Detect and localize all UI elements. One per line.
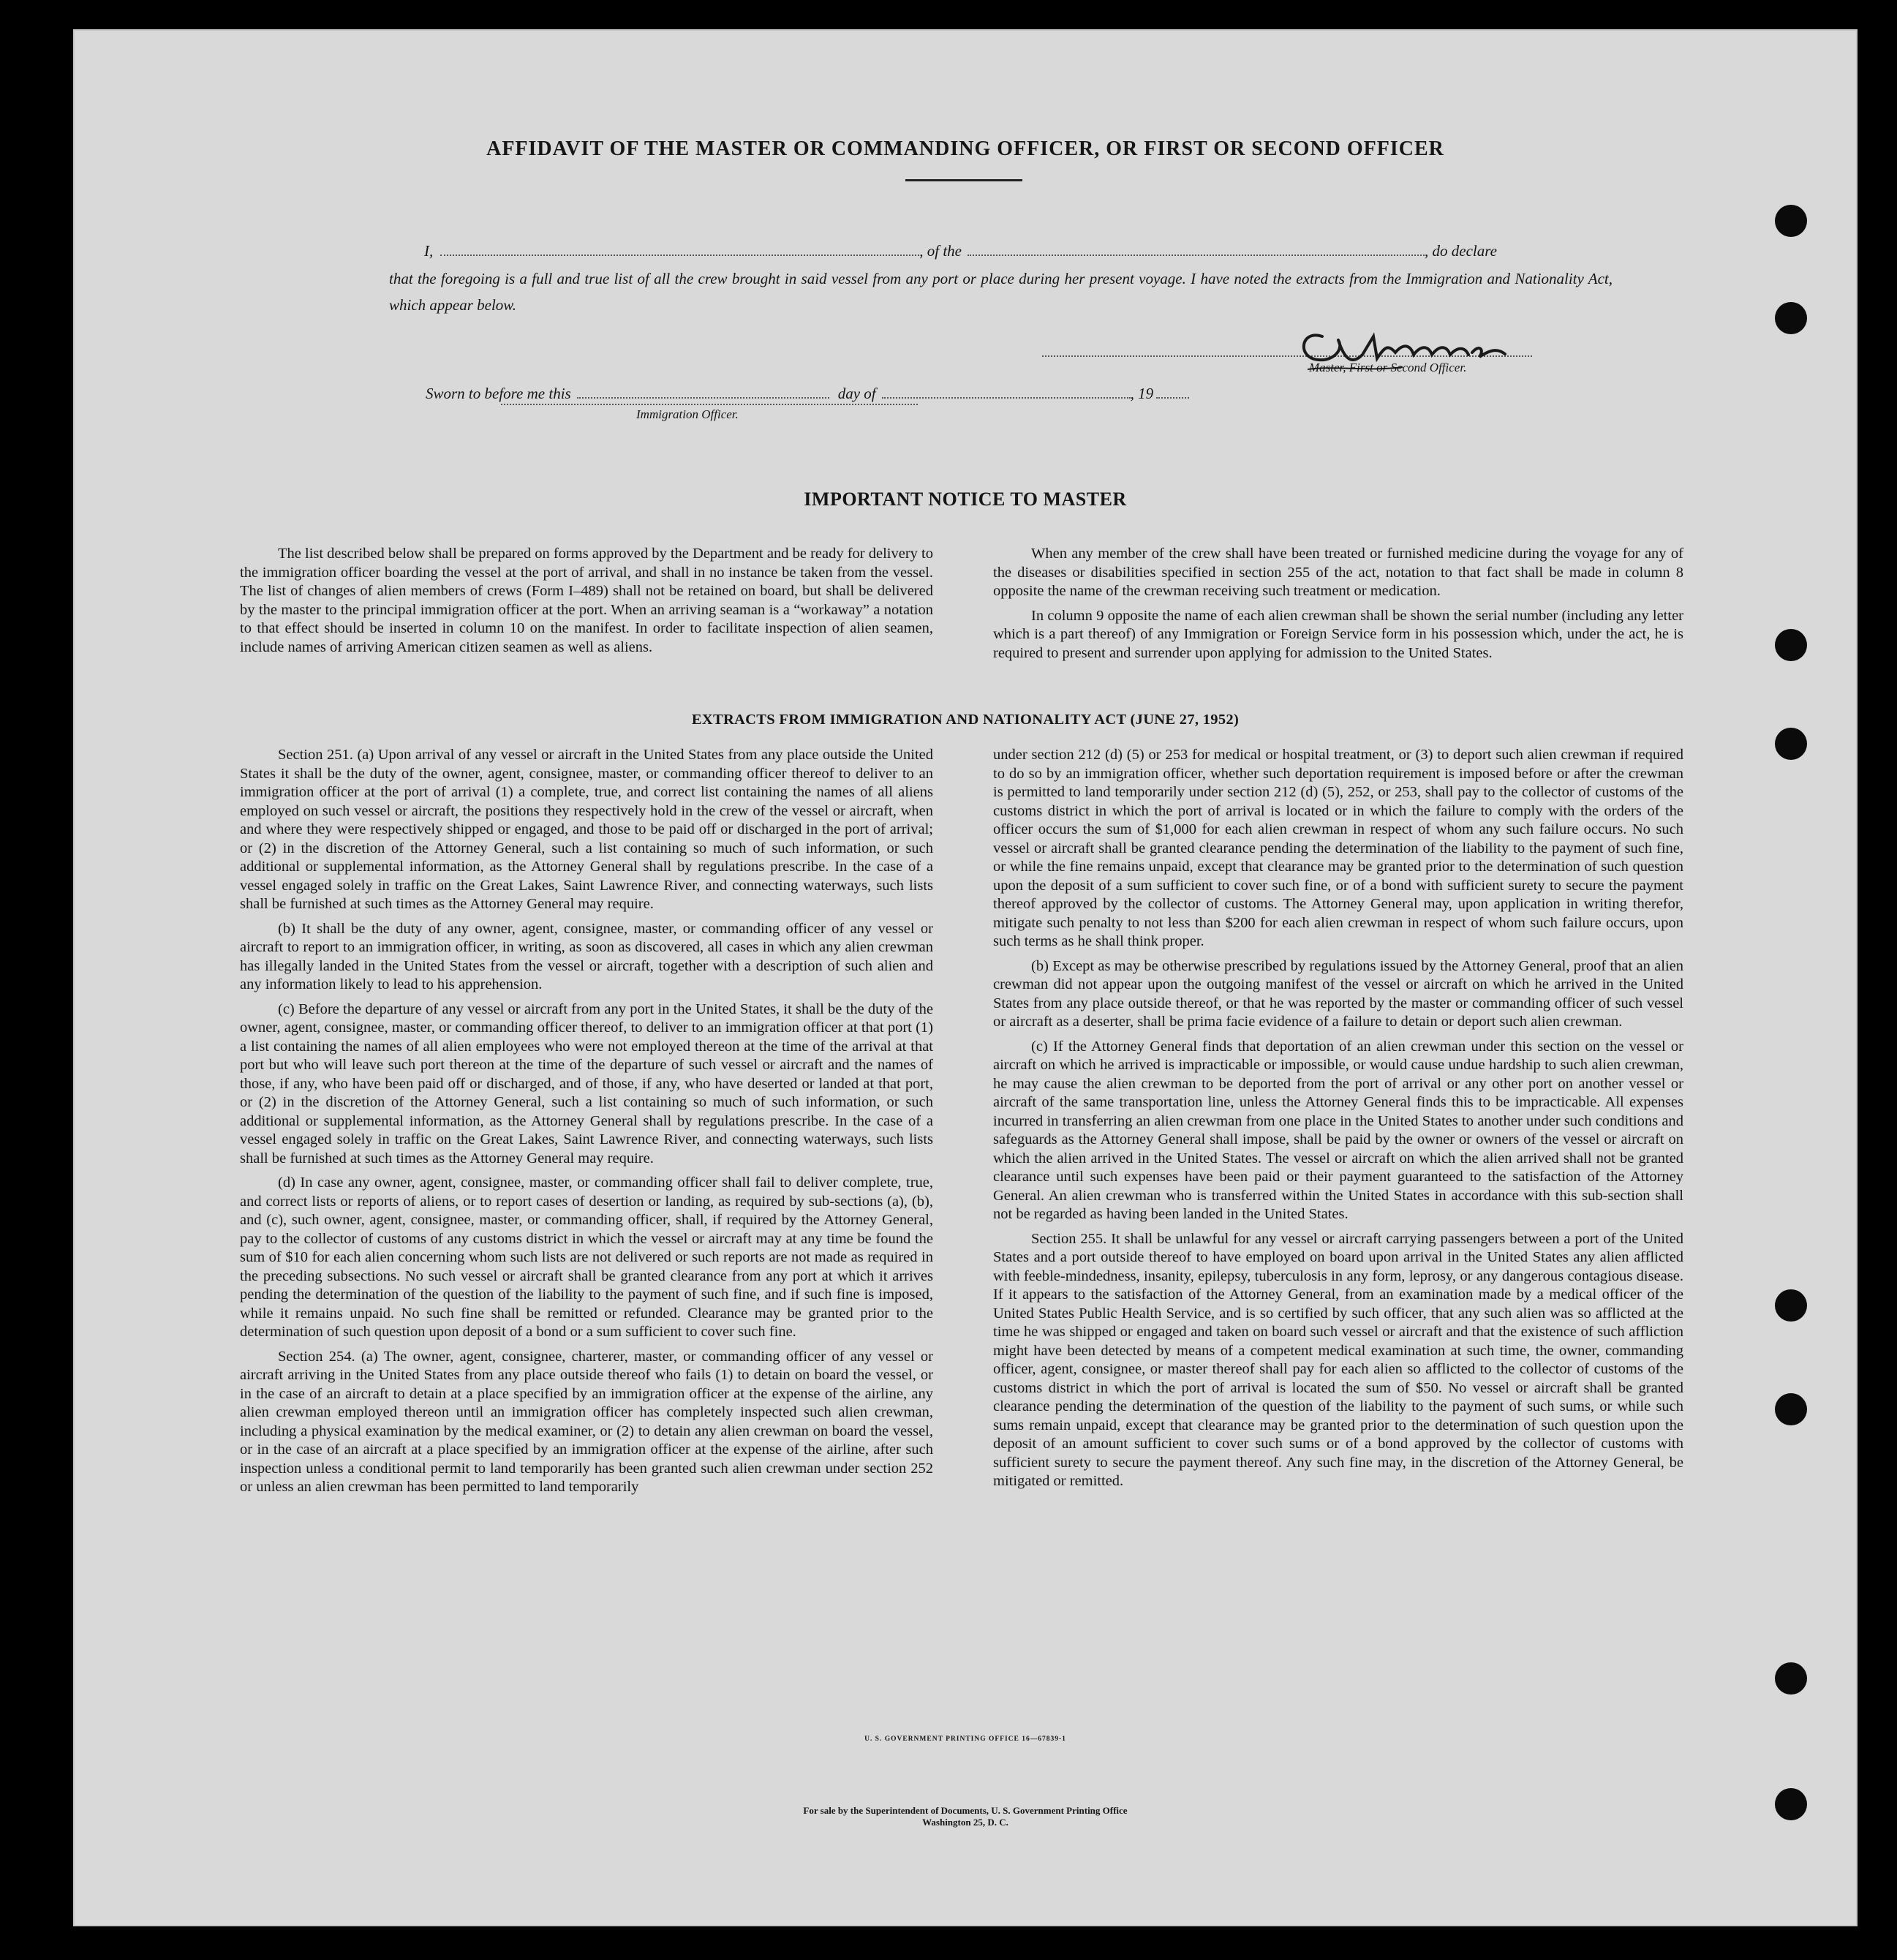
year-label: , 19 xyxy=(1130,385,1154,402)
punch-hole xyxy=(1775,1662,1807,1695)
sworn-month-blank xyxy=(882,384,1131,399)
punch-hole xyxy=(1775,302,1807,334)
notice-paragraph: In column 9 opposite the name of each alien crewman shall be shown the serial number (including any letter which is a part thereof) of any Immigration or Foreign Service form in his possession which, under the act, he is required to present and surrender upon applying for admission to the United States. xyxy=(993,607,1683,661)
punch-hole xyxy=(1775,1393,1807,1425)
sale-line-1: For sale by the Superintendent of Documents, U. S. Government Printing Office xyxy=(803,1805,1128,1816)
sale-line-2: Washington 25, D. C. xyxy=(922,1817,1008,1828)
declaration-text: that the foregoing is a full and true list of all the crew brought in said vessel from any port or place during her present voyage. I have noted the extracts from the Immigration and Nationality Act, which appear below. xyxy=(389,270,1613,314)
do-declare-label: , do declare xyxy=(1425,242,1497,260)
sworn-label: Sworn to before me this xyxy=(426,385,571,402)
section-254a-continued-paragraph: under section 212 (d) (5) or 253 for medical or hospital treatment, or (3) to deport such alien crewman if required to do so by an immigration officer, whether such deportation requirement is imposed before or after the crewman is permitted to land temporarily under section 212 (d) (5), 252, or 253, shall pay to the collector of customs of the customs district in which the port of arrival is located or in which the failure to comply with the orders of the officer occurs the sum of $1,000 for each alien crewman in respect of whom any such failure occurs. No such vessel or aircraft shall be granted clearance pending the determination of the liability to the payment of such fine, or while the fine remains unpaid, except that clearance may be granted prior to the determination of such question upon the deposit of a sum sufficient to cover such fine, or of a bond with sufficient surety to secure the payment thereof approved by the collector of customs. The Attorney General may, upon application in writing therefor, mitigate such penalty to not less than $200 for each alien crewman in respect of whom such failure occurs, upon such terms as he shall think proper. xyxy=(993,747,1683,949)
title-rule xyxy=(905,179,1022,181)
of-the-label: , of the xyxy=(919,242,962,260)
signature-caption: Master, First or Second Officer. xyxy=(1309,361,1467,374)
affidavit-title: AFFIDAVIT OF THE MASTER OR COMMANDING OFFICER, OR FIRST OR SECOND OFFICER xyxy=(486,137,1444,160)
name-blank xyxy=(440,241,919,256)
immigration-officer-caption: Immigration Officer. xyxy=(636,407,739,421)
printer-line: U. S. GOVERNMENT PRINTING OFFICE 16—67839-1 xyxy=(864,1735,1066,1743)
section-251d-paragraph: (d) In case any owner, agent, consignee, master, or commanding officer shall fail to deliver complete, true, and correct lists or reports of aliens, or to report cases of desertion or landing, as required by sub-sections (a), (b), and (c), such owner, agent, consignee, master, or commanding officer, shall, if required by the Attorney General, pay to the collector of customs of any customs district in which the vessel or aircraft may at any time be found the sum of $10 for each alien concerning whom such lists are not delivered or such reports are not made as required in the preceding subsections. No such vessel or aircraft shall be granted clearance from any port at which it arrives pending the determination of the question of the liability to the payment of such fine, and if such fine is imposed, while it remains unpaid. No such fine shall be remitted or refunded. Clearance may be granted prior to the determination of such question upon deposit of a bond or a sum sufficient to cover such fine. xyxy=(240,1175,933,1340)
extracts-title: EXTRACTS FROM IMMIGRATION AND NATIONALITY ACT (JUNE 27, 1952) xyxy=(691,712,1240,728)
sworn-day-blank xyxy=(577,384,829,399)
declaration-row xyxy=(424,238,1613,264)
section-251b-paragraph: (b) It shall be the duty of any owner, agent, consignee, master, or commanding officer of any vessel or aircraft to report to an immigration officer, in writing, as soon as discovered, all cases in which any alien crewman has illegally landed in the United States from the vessel or aircraft, together with a description of such alien and any information likely to lead to his apprehension. xyxy=(240,920,933,992)
section-255-paragraph: Section 255. It shall be unlawful for any vessel or aircraft carrying passengers between a port of the United States and a port outside thereof to have employed on board upon arrival in the United States any alien afflicted with feeble-mindedness, insanity, epilepsy, tuberculosis in any form, leprosy, or any dangerous contagious disease. If it appears to the satisfaction of the Attorney General, from an examination made by a medical officer of the United States Public Health Service, and is so certified by such officer, that any such alien was so afflicted at the time he was shipped or engaged and taken on board such vessel or aircraft and that the existence of such affliction might have been detected by means of a competent medical examination at such time, the owner, commanding officer, agent, consignee, or master thereof shall pay for each alien so afflicted to the collector of customs of the customs district in which the port of arrival is located the sum of $50. No vessel or aircraft shall be granted clearance pending the determination of the question of the liability to the payment of such sums, or while such sums remain unpaid, except that clearance may be granted prior to the determination of such question upon the deposit of an amount sufficient to cover such sums or of a bond approved by the collector of customs with sufficient surety to secure the payment thereof. Any such fine may, in the discretion of the Attorney General, be mitigated or remitted. xyxy=(993,1230,1683,1489)
notice-left-column xyxy=(240,545,933,663)
punch-hole xyxy=(1775,629,1807,661)
punch-hole xyxy=(1775,1788,1807,1820)
section-254a-paragraph: Section 254. (a) The owner, agent, consignee, charterer, master, or commanding officer of any vessel or aircraft arriving in the United States from any place outside thereof who fails (1) to detain on board the vessel, or in the case of an aircraft to detain at a place specified by an immigration officer at the expense of the airline, any alien crewman employed thereon until an immigration officer has completely inspected such alien crewman, including a physical examination by the medical examiner, or (2) to detain any alien crewman on board the vessel, or in the case of an aircraft at a place specified by an immigration officer at the expense of the airline, after such inspection unless a conditional permit to land temporarily has been granted such alien crewman under section 252 or unless an alien crewman has been permitted to land temporarily xyxy=(240,1348,933,1495)
punch-hole xyxy=(1775,205,1807,237)
extracts-left-column xyxy=(240,746,933,1497)
notice-paragraph: When any member of the crew shall have been treated or furnished medicine during the voyage for any of the diseases or disabilities specified in section 255 of the act, notation to that fact shall be made in column 8 opposite the name of the crewman receiving such treatment or medication. xyxy=(993,546,1683,599)
notice-right-column xyxy=(993,545,1683,668)
punch-hole xyxy=(1775,728,1807,760)
section-251c-paragraph: (c) Before the departure of any vessel or aircraft from any port in the United States, it shall be the duty of the owner, agent, consignee, master, or commanding officer thereof, to deliver to an immigration officer at that port (1) a list containing the names of all alien employees who were not employed thereon at the time of the arrival at that port but who will leave such port thereon at the time of the departure of such vessel or aircraft and the names of those, if any, who have been paid off or discharged, and of those, if any, who have deserted or landed at that port, or (2) in the discretion of the Attorney General, such a list containing so much of such information, or such additional or supplemental information, as the Attorney General shall by regulations prescribe. In the case of a vessel engaged solely in traffic on the Great Lakes, Saint Lawrence River, and connecting waterways, such lists shall be furnished at such times as the Attorney General may require. xyxy=(240,1000,933,1166)
sale-notice xyxy=(73,1805,1858,1828)
sworn-year-blank xyxy=(1156,384,1189,399)
sworn-row xyxy=(426,380,1347,407)
vessel-blank xyxy=(968,241,1425,256)
section-251a-paragraph: Section 251. (a) Upon arrival of any vessel or aircraft in the United States from any place outside the United States it shall be the duty of the owner, agent, consignee, master, or commanding officer thereof to deliver to an immigration officer at the port of arrival (1) a complete, true, and correct list containing the names of all aliens employed on such vessel or aircraft, the positions they respectively hold in the crew of the vessel or aircraft, when and where they were respectively shipped or engaged, and those to be paid off or discharged in the port of arrival; or (2) in the discretion of the Attorney General, such a list containing so much of such information, or such additional or supplemental information, as the Attorney General shall by regulations prescribe. In the case of a vessel engaged solely in traffic on the Great Lakes, Saint Lawrence River, and connecting waterways, such lists shall be furnished at such times as the Attorney General may require. xyxy=(240,747,933,912)
punch-hole xyxy=(1775,1289,1807,1322)
i-label: I, xyxy=(424,242,434,260)
day-of-label: day of xyxy=(837,385,876,402)
notice-title: IMPORTANT NOTICE TO MASTER xyxy=(804,489,1127,510)
document-page xyxy=(73,29,1858,1926)
section-254b-paragraph: (b) Except as may be otherwise prescribed by regulations issued by the Attorney General, proof that an alien crewman did not appear upon the outgoing manifest of the vessel or aircraft on which he arrived in the United States from any place outside thereof, or that he was reported by the master or commanding officer of such vessel or aircraft as a deserter, shall be prima facie evidence of a failure to detain or deport such alien crewman. xyxy=(993,957,1683,1030)
immigration-officer-line xyxy=(501,404,918,405)
notice-paragraph: The list described below shall be prepared on forms approved by the Department and be ready for delivery to the immigration officer boarding the vessel at the port of arrival, and shall in no instance be taken from the vessel. The list of changes of alien members of crews (Form I–489) shall not be retained on board, but shall be delivered by the master to the principal immigration officer at the port. When an arriving seaman is a “workaway” a notation to that effect should be inserted in column 10 on the manifest. In order to facilitate inspection of alien seamen, include names of arriving American citizen seamen as well as aliens. xyxy=(240,546,933,655)
section-254c-paragraph: (c) If the Attorney General finds that deportation of an alien crewman under this section on the vessel or aircraft on which he arrived is impracticable or impossible, or would cause undue hardship to such alien crewman, he may cause the alien crewman to be deported from the port of arrival or any other port on another vessel or aircraft of the same transportation line, unless the Attorney General finds this to be impracticable. All expenses incurred in transferring an alien crewman from one place in the United States to another under such conditions and safeguards as the Attorney General shall impose, shall be paid by the owner or owners of the vessel or aircraft on which the alien arrived in the United States. The vessel or aircraft on which the alien arrived shall not be granted clearance until such expenses have been paid or their payment guaranteed to the satisfaction of the Attorney General. An alien crewman who is transferred within the United States in accordance with this sub-section shall not be regarded as having been landed in the United States. xyxy=(993,1038,1683,1222)
extracts-right-column xyxy=(993,746,1683,1497)
